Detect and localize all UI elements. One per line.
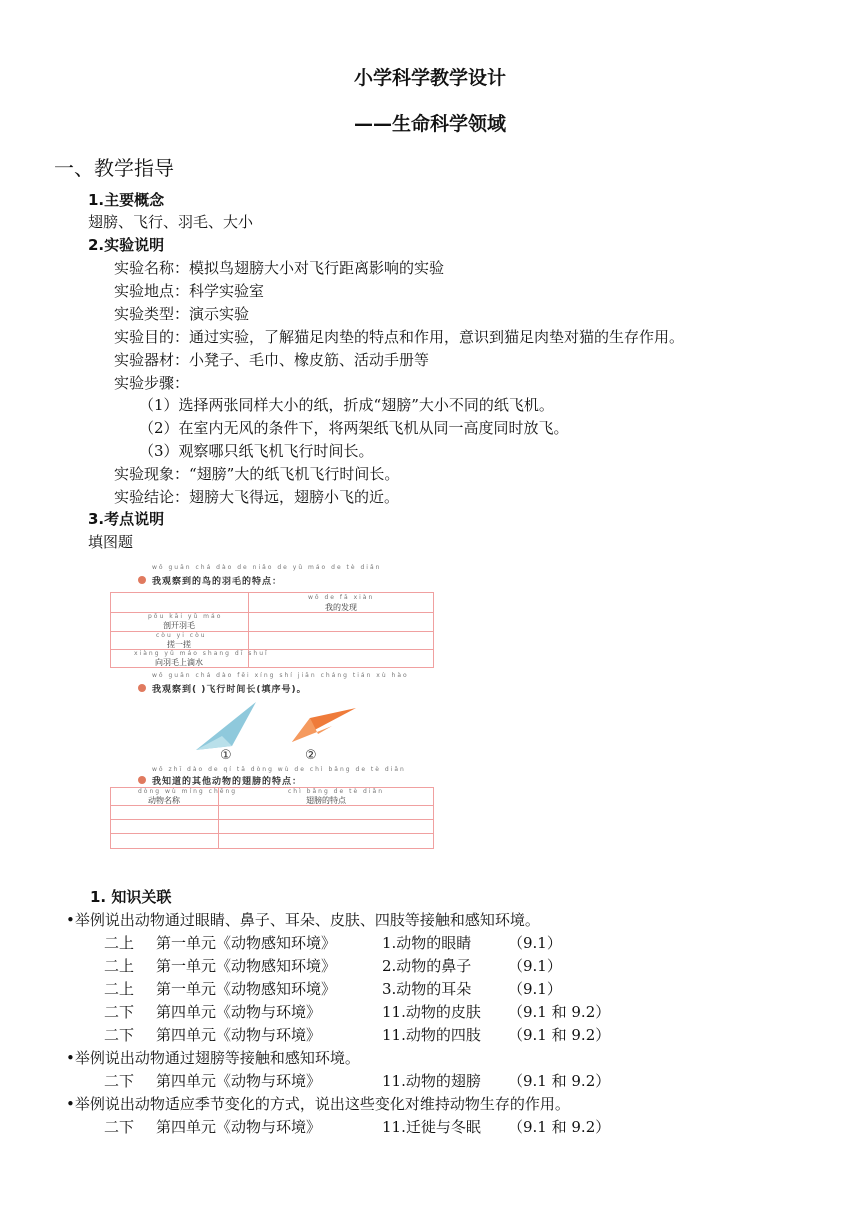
pinyin-line: chì bǎng de tè diǎn — [288, 788, 384, 795]
links-bullet: •举例说出动物通过眼睛、鼻子、耳朵、皮肤、四肢等接触和感知环境。 — [66, 911, 540, 929]
standard-cell: （9.1） — [508, 934, 562, 952]
experiment-line: 实验地点：科学实验室 — [114, 282, 265, 300]
question-2: 我观察到( )飞行时间长(填序号)。 — [152, 685, 307, 695]
experiment-line: 实验器材：小凳子、毛巾、橡皮筋、活动手册等 — [114, 351, 430, 369]
pinyin-line: pōu kāi yǔ máo — [148, 613, 223, 620]
plane-2-label: ② — [305, 748, 317, 763]
unit-cell: 第四单元《动物与环境》 — [156, 1118, 322, 1136]
table-divider — [110, 819, 434, 820]
plane-1-label: ① — [220, 748, 232, 763]
table-header: 我的发现 — [325, 603, 357, 612]
exam-text: 填图题 — [88, 533, 134, 551]
unit-cell: 第一单元《动物感知环境》 — [156, 980, 337, 998]
grade-cell: 二上 — [104, 980, 135, 998]
grade-cell: 二上 — [104, 934, 135, 952]
table-row-label: 剖开羽毛 — [163, 621, 195, 630]
concept-text: 翅膀、飞行、羽毛、大小 — [88, 213, 254, 231]
standard-cell: （9.1 和 9.2） — [508, 1026, 611, 1044]
links-heading: 1. 知识关联 — [90, 888, 172, 906]
unit-cell: 第一单元《动物感知环境》 — [156, 934, 337, 952]
grade-cell: 二上 — [104, 957, 135, 975]
experiment-line: 实验名称：模拟鸟翅膀大小对飞行距离影响的实验 — [114, 259, 445, 277]
experiment-heading: 2.实验说明 — [88, 236, 165, 254]
table-row-label: 向羽毛上滴水 — [155, 658, 203, 667]
pinyin-line: wǒ guān chá dào de niǎo de yǔ máo de tè diǎn — [152, 564, 382, 571]
unit-cell: 第四单元《动物与环境》 — [156, 1026, 322, 1044]
link-row — [104, 1118, 610, 1136]
links-bullet: •举例说出动物适应季节变化的方式，说出这些变化对维持动物生存的作用。 — [66, 1095, 570, 1113]
experiment-phenomenon: 实验现象：“翅膀”大的纸飞机飞行时间长。 — [114, 465, 400, 483]
grade-cell: 二下 — [104, 1072, 135, 1090]
pinyin-line: còu yi còu — [156, 632, 207, 639]
pinyin-line: wǒ guān chá dào fēi xíng shí jiān cháng tián xù hào — [152, 672, 409, 679]
standard-cell: （9.1） — [508, 980, 562, 998]
bullet-dot — [138, 776, 146, 784]
experiment-conclusion: 实验结论：翅膀大飞得远，翅膀小飞的近。 — [114, 488, 400, 506]
grade-cell: 二下 — [104, 1026, 135, 1044]
grade-cell: 二下 — [104, 1118, 135, 1136]
table-header: 动物名称 — [148, 796, 180, 805]
link-row — [104, 957, 562, 975]
table-header: 翅膀的特点 — [306, 796, 346, 805]
question-1: 我观察到的鸟的羽毛的特点： — [152, 577, 283, 587]
doc-title: 小学科学教学设计 — [353, 67, 506, 89]
link-row — [104, 1026, 610, 1044]
lesson-cell: 11.迁徙与冬眠 — [382, 1118, 481, 1136]
doc-subtitle: ——生命科学领域 — [353, 113, 506, 135]
link-row — [104, 980, 562, 998]
unit-cell: 第一单元《动物感知环境》 — [156, 957, 337, 975]
step-item: （2）在室内无风的条件下，将两架纸飞机从同一高度同时放飞。 — [139, 419, 569, 437]
table-row-label: 搓一搓 — [167, 640, 191, 649]
experiment-line: 实验目的：通过实验，了解猫足肉垫的特点和作用，意识到猫足肉垫对猫的生存作用。 — [114, 328, 685, 346]
unit-cell: 第四单元《动物与环境》 — [156, 1003, 322, 1021]
grade-cell: 二下 — [104, 1003, 135, 1021]
pinyin-line: xiàng yǔ máo shang dī shuǐ — [134, 650, 269, 657]
link-row — [104, 934, 562, 952]
concept-heading: 1.主要概念 — [88, 191, 165, 209]
lesson-cell: 2.动物的鼻子 — [382, 957, 472, 975]
question-3: 我知道的其他动物的翅膀的特点： — [152, 777, 303, 787]
standard-cell: （9.1 和 9.2） — [508, 1003, 611, 1021]
exam-heading: 3.考点说明 — [88, 510, 165, 528]
standard-cell: （9.1） — [508, 957, 562, 975]
worksheet-figure — [108, 562, 438, 852]
pinyin-line: wǒ zhī dào de qí tā dòng wù de chì bǎng de tè diǎn — [152, 766, 406, 773]
link-row — [104, 1072, 610, 1090]
lesson-cell: 11.动物的四肢 — [382, 1026, 481, 1044]
paper-planes-image — [192, 696, 362, 756]
section-heading: 一、教学指导 — [54, 156, 174, 180]
standard-cell: （9.1 和 9.2） — [508, 1118, 611, 1136]
unit-cell: 第四单元《动物与环境》 — [156, 1072, 322, 1090]
table-divider — [110, 833, 434, 834]
lesson-cell: 3.动物的耳朵 — [382, 980, 472, 998]
link-row — [104, 1003, 610, 1021]
step-item: （3）观察哪只纸飞机飞行时间长。 — [139, 442, 374, 460]
links-bullet: •举例说出动物通过翅膀等接触和感知环境。 — [66, 1049, 360, 1067]
experiment-line: 实验步骤： — [114, 374, 190, 392]
lesson-cell: 1.动物的眼睛 — [382, 934, 472, 952]
bullet-dot — [138, 576, 146, 584]
bullet-dot — [138, 684, 146, 692]
standard-cell: （9.1 和 9.2） — [508, 1072, 611, 1090]
pinyin-line: wǒ de fā xiàn — [308, 594, 375, 601]
step-item: （1）选择两张同样大小的纸，折成“翅膀”大小不同的纸飞机。 — [139, 396, 554, 414]
pinyin-line: dòng wù míng chēng — [138, 788, 238, 795]
lesson-cell: 11.动物的翅膀 — [382, 1072, 481, 1090]
lesson-cell: 11.动物的皮肤 — [382, 1003, 481, 1021]
experiment-line: 实验类型：演示实验 — [114, 305, 250, 323]
